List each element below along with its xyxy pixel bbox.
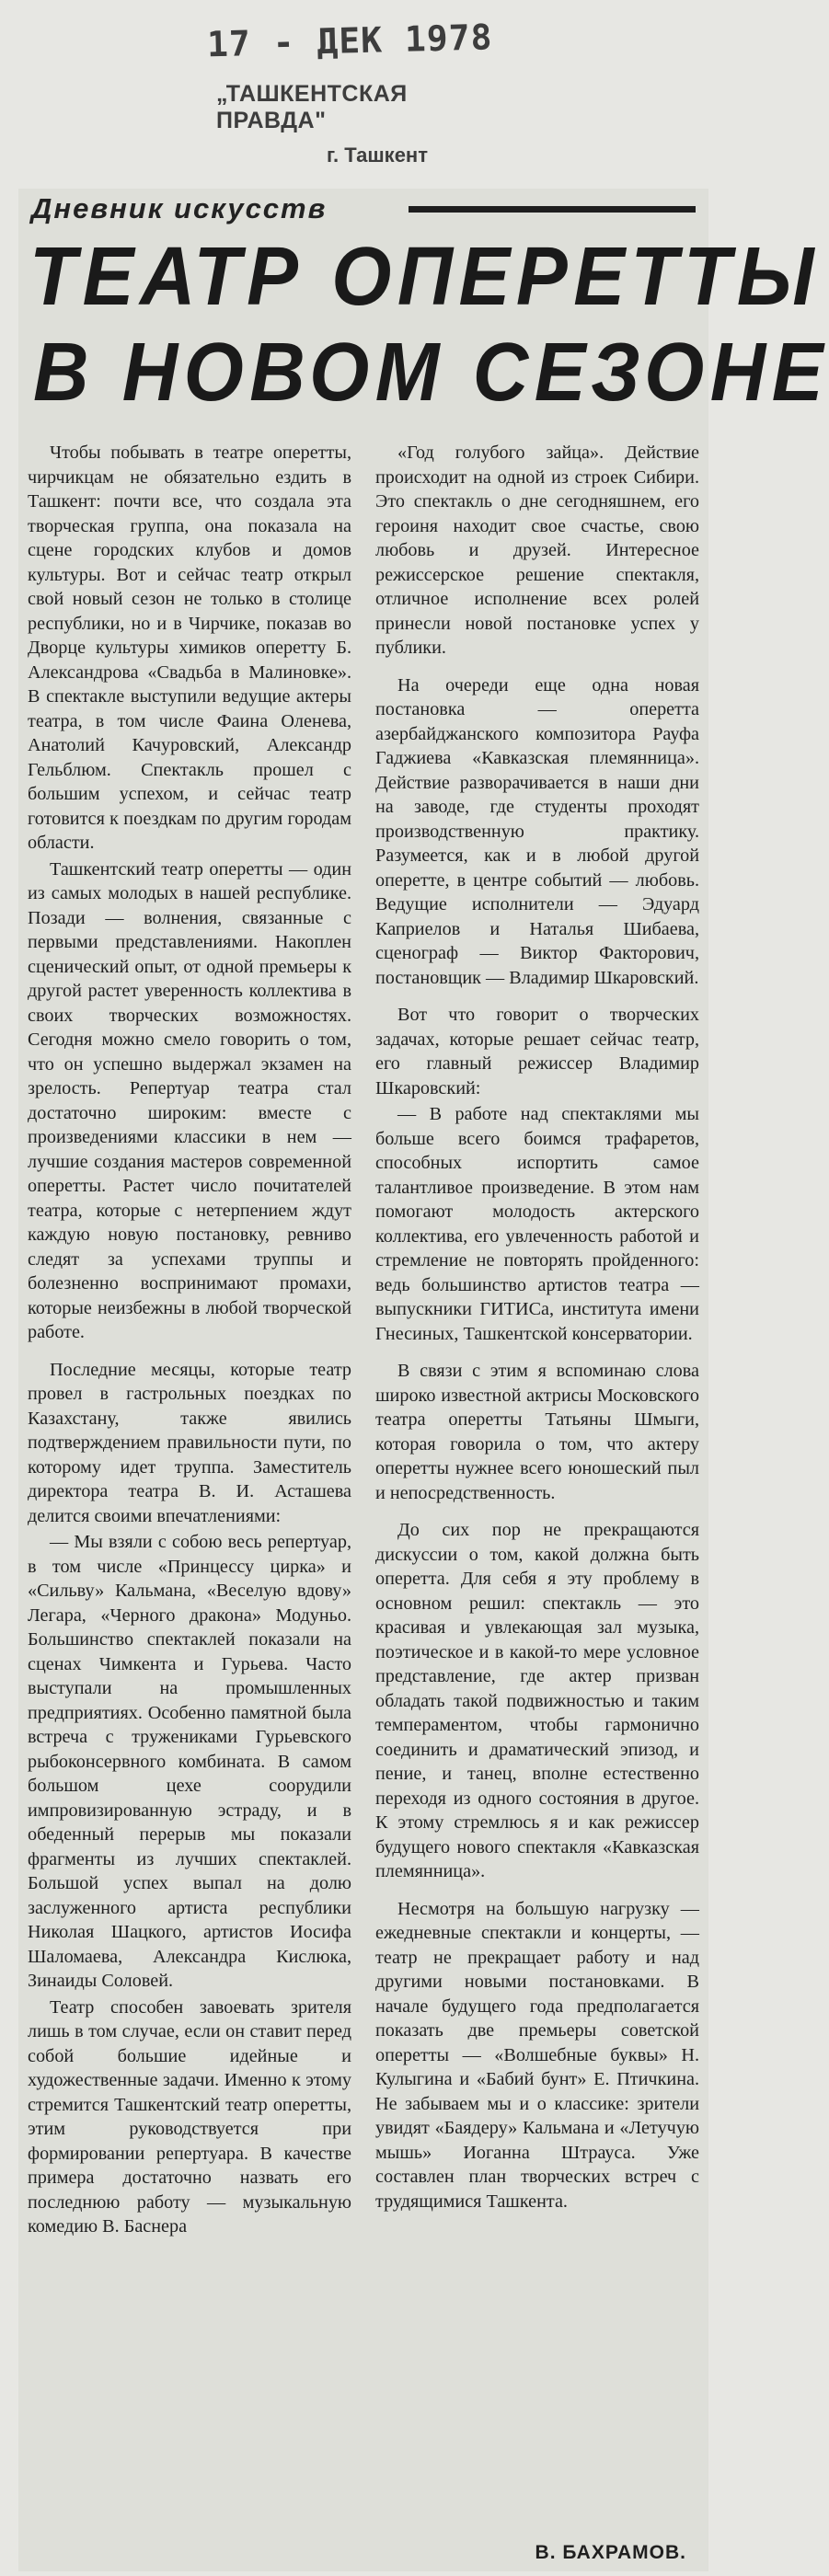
paragraph: Последние месяцы, которые театр провел в гастрольных поездках по Казахстану, также явились подтверждением правильности пути, по которому идет труппа. Заместитель директора театра В. И. Асташева делится своими впечатлениями:	[28, 1359, 351, 1526]
article-right-column	[375, 441, 699, 2529]
rubric	[31, 192, 696, 224]
rubric-label: Дневник искусств	[31, 192, 328, 224]
paragraph: Несмотря на большую нагрузку — ежедневные спектакли и концерты, — театр не прекращает работу и над другими новыми постановками. В начале будущего года предполагается показать две премьеры советской оперетты — «Волшебные буквы» Н. Кулыгина и «Бабий бунт» Е. Птичкина. Не забываем мы и о классике: зрители увидят «Баядеру» Кальмана и «Летучую мышь» Иоганна Штрауса. Уже составлен план творческих встреч с трудящимися Ташкента.	[375, 1898, 699, 2212]
paragraph: До сих пор не прекращаются дискуссии о том, какой должна быть оперетта. Для себя я эту проблему в основном решил: спектакль — это красивая и увлекающая зал музыка, поэтическое и в какой-то мере условное представление, где актер призван обладать такой подвижностью и таким темпераментом, чтобы гармонично соединить и драматический эпизод, и пение, и танец, вполне естественно переходя из одного состояния в другое. К этому стремлюсь я и как режиссер будущего нового спектакля «Кавказская племянница».	[375, 1520, 699, 1881]
paragraph: «Год голубого зайца». Действие происходит на одной из строек Сибири. Это спектакль о дне сегодняшнем, его героиня находит свое счастье, свою любовь и друзей. Интересное режиссерское решение спектакля, отличное исполнение всех ролей принесли новой постановке успех у публики.	[375, 443, 699, 658]
article-left-column	[28, 441, 351, 2529]
stamp-newspaper: „ТАШКЕНТСКАЯ ПРАВДА"	[216, 81, 408, 133]
headline-line-2: В НОВОМ СЕЗОНЕ	[33, 327, 829, 419]
stamp-date: 17 - ДЕК 1978	[206, 17, 493, 65]
author-signature: В. БАХРАМОВ.	[535, 2542, 686, 2563]
paragraph: — Мы взяли с собою весь репертуар, в том числе «Принцессу цирка» и «Сильву» Кальмана, «Веселую вдову» Легара, «Черного дракона» Модуньо. Большинство спектаклей показали на сценах Чимкента и Гурьева. Часто выступали на промышленных предприятиях. Особенно памятной была встреча с тружениками Гурьевского рыбоконсервного комбината. В самом большом цехе соорудили импровизированную эстраду, и в обеденный перерыв мы показали фрагменты из лучших спектаклей. Большой успех выпал на долю заслуженного артиста республики Николая Шацкого, артистов Иосифа Шаломаева, Александра Кислюка, Зинаиды Соловей.	[28, 1532, 351, 1991]
paragraph: — В работе над спектаклями мы больше всего боимся трафаретов, способных испортить самое талантливое произведение. В этом нам помогают молодость актерского коллектива, его увлеченность работой и стремление не повторять пройденного: ведь большинство артистов театра — выпускники ГИТИСа, института имени Гнесиных, Ташкентской консерватории.	[375, 1104, 699, 1344]
stamp-city: г. Ташкент	[327, 144, 428, 167]
article-body	[24, 441, 705, 2529]
archive-stamp	[206, 17, 511, 167]
headline-line-1: ТЕАТР ОПЕРЕТТЫ	[29, 231, 821, 323]
rubric-rule	[409, 206, 696, 213]
paragraph: Театр способен завоевать зрителя лишь в том случае, если он ставит перед собой большие идейные и художественные задачи. Именно к этому стремится Ташкентский театр оперетты, этим руководствуется при формировании репертуара. В качестве примера достаточно назвать его последнюю работу — музыкальную комедию В. Баснера	[28, 1996, 351, 2237]
headline	[29, 229, 829, 420]
paragraph: Вот что говорит о творческих задачах, которые решает сейчас театр, его главный режиссер Владимир Шкаровский:	[375, 1005, 699, 1098]
paragraph: Чтобы побывать в театре оперетты, чирчикцам не обязательно ездить в Ташкент: почти все, что создала эта творческая группа, она показала на сцене городских клубов и домов культуры. Вот и сейчас театр открыл свой новый сезон не только в столице республики, но и в Чирчике, показав во Дворце культуры химиков оперетту Б. Александрова «Свадьба в Малиновке». В спектакле выступили ведущие актеры театра, в том числе Фаина Оленева, Анатолий Качуровский, Александр Гельблюм. Спектакль прошел с большим успехом, и сейчас театр готовится к поездкам по другим городам области.	[28, 443, 351, 853]
paragraph: На очереди еще одна новая постановка — оперетта азербайджанского композитора Рауфа Гаджиева «Кавказская племянница». Действие разворачивается в наши дни на заводе, где студенты проходят производственную практику. Разумеется, как и в любой другой оперетте, в центре событий — любовь. Ведущие исполнители — Эдуард Каприелов и Наталья Шибаева, сценограф — Виктор Факторович, постановщик — Владимир Шкаровский.	[375, 674, 699, 988]
newspaper-clipping	[18, 189, 829, 2571]
paragraph: В связи с этим я вспоминаю слова широко известной актрисы Московского театра оперетты Татьяны Шмыги, которая говорила о том, что актеру оперетты нужнее всего юношеский пыл и непосредственность.	[375, 1361, 699, 1503]
paragraph: Ташкентский театр оперетты — один из самых молодых в нашей республике. Позади — волнения, связанные с первыми представлениями. Накоплен сценический опыт, от одной премьеры к другой растет уверенность коллектива в своих творческих возможностях. Сегодня можно смело говорить о том, что он успешно выдержал экзамен на зрелость. Репертуар театра стал достаточно широким: вместе с произведениями классики в нем — лучшие создания мастеров современной оперетты. Растет число почитателей театра, которые с нетерпением ждут каждую новую постановку, ревниво следят за успехами труппы и болезненно воспринимают промахи, которые неизбежны в любой творческой работе.	[28, 858, 351, 1342]
